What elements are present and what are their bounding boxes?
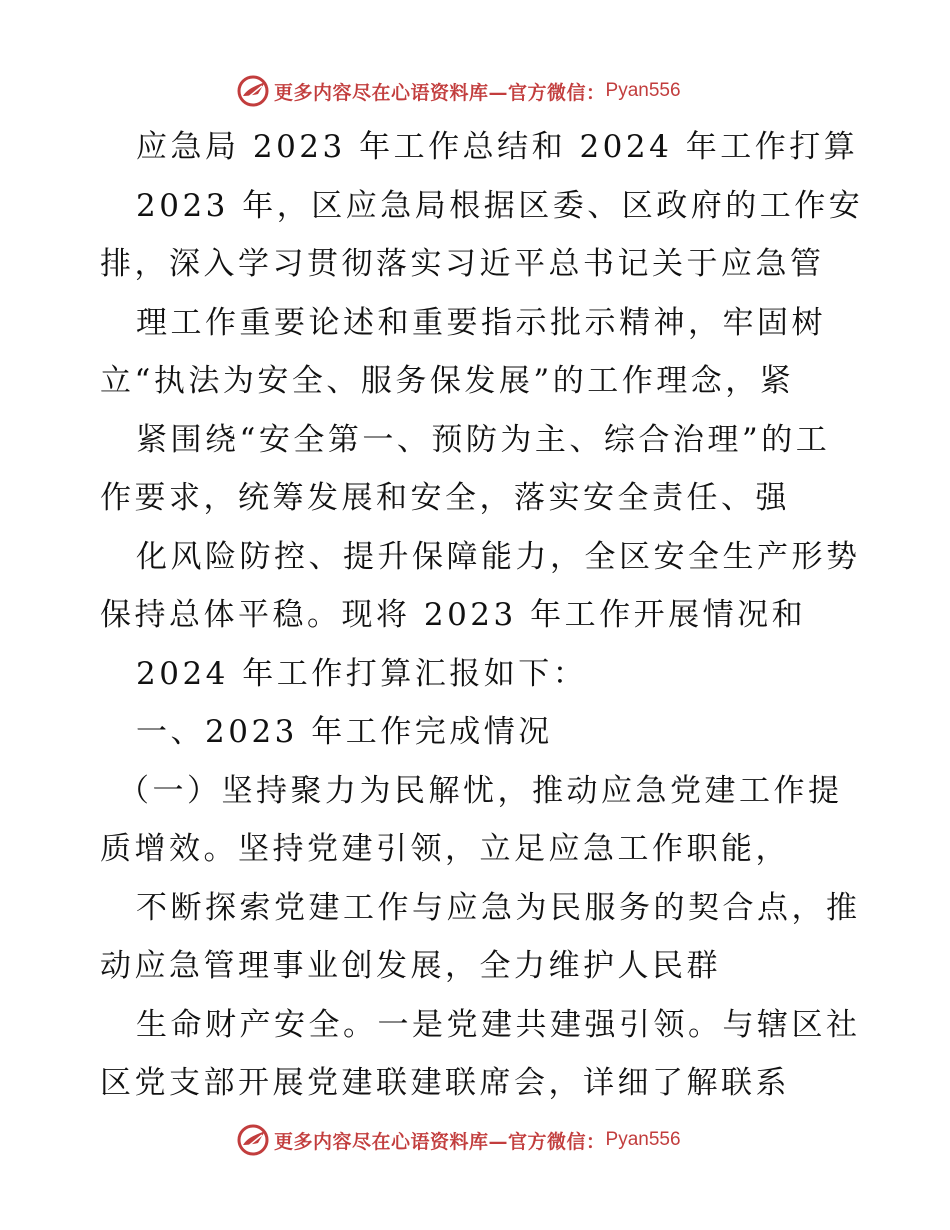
- text-line: 保持总体平稳。现将 2023 年工作开展情况和: [100, 597, 807, 633]
- book-logo-icon: [236, 74, 270, 108]
- text-line: 2023 年，区应急局根据区委、区政府的工作安: [136, 187, 864, 224]
- text-line: 作要求，统筹发展和安全，落实安全责任、强: [100, 480, 790, 516]
- watermark-header: [236, 74, 681, 108]
- text-line: 2024 年工作打算汇报如下：: [136, 655, 588, 692]
- text-line: 不断探索党建工作与应急为民服务的契合点，推: [136, 889, 861, 926]
- document-title: 应急局 2023 年工作总结和 2024 年工作打算: [136, 129, 859, 165]
- section-heading: 一、2023 年工作完成情况: [136, 714, 553, 750]
- watermark-footer: [236, 1123, 681, 1157]
- text-line: 化风险防控、提升保障能力，全区安全生产形势: [136, 538, 861, 575]
- watermark-wechat-id: Pyan556: [605, 1129, 681, 1150]
- document-body: [0, 118, 950, 1113]
- text-line: 紧围绕“安全第一、预防为主、综合治理”的工: [136, 421, 831, 458]
- text-line: 动应急管理事业创发展，全力维护人民群: [100, 948, 721, 984]
- text-line: 立“执法为安全、服务保发展”的工作理念，紧: [100, 363, 795, 399]
- book-logo-icon: [236, 1123, 270, 1157]
- watermark-wechat-id: Pyan556: [605, 80, 681, 101]
- text-line: 排，深入学习贯彻落实习近平总书记关于应急管: [100, 246, 825, 282]
- subsection-heading: （一）坚持聚力为民解忧，推动应急党建工作提: [118, 772, 843, 809]
- text-line: 区党支部开展党建联建联席会，详细了解联系: [100, 1065, 790, 1101]
- text-line: 生命财产安全。一是党建共建强引领。与辖区社: [136, 1006, 861, 1043]
- text-line: 理工作重要论述和重要指示批示精神，牢固树: [136, 304, 826, 341]
- watermark-text: 更多内容尽在心语资料库—官方微信：: [274, 1130, 606, 1153]
- watermark-text: 更多内容尽在心语资料库—官方微信：: [274, 81, 606, 104]
- text-line: 质增效。坚持党建引领，立足应急工作职能，: [100, 831, 790, 867]
